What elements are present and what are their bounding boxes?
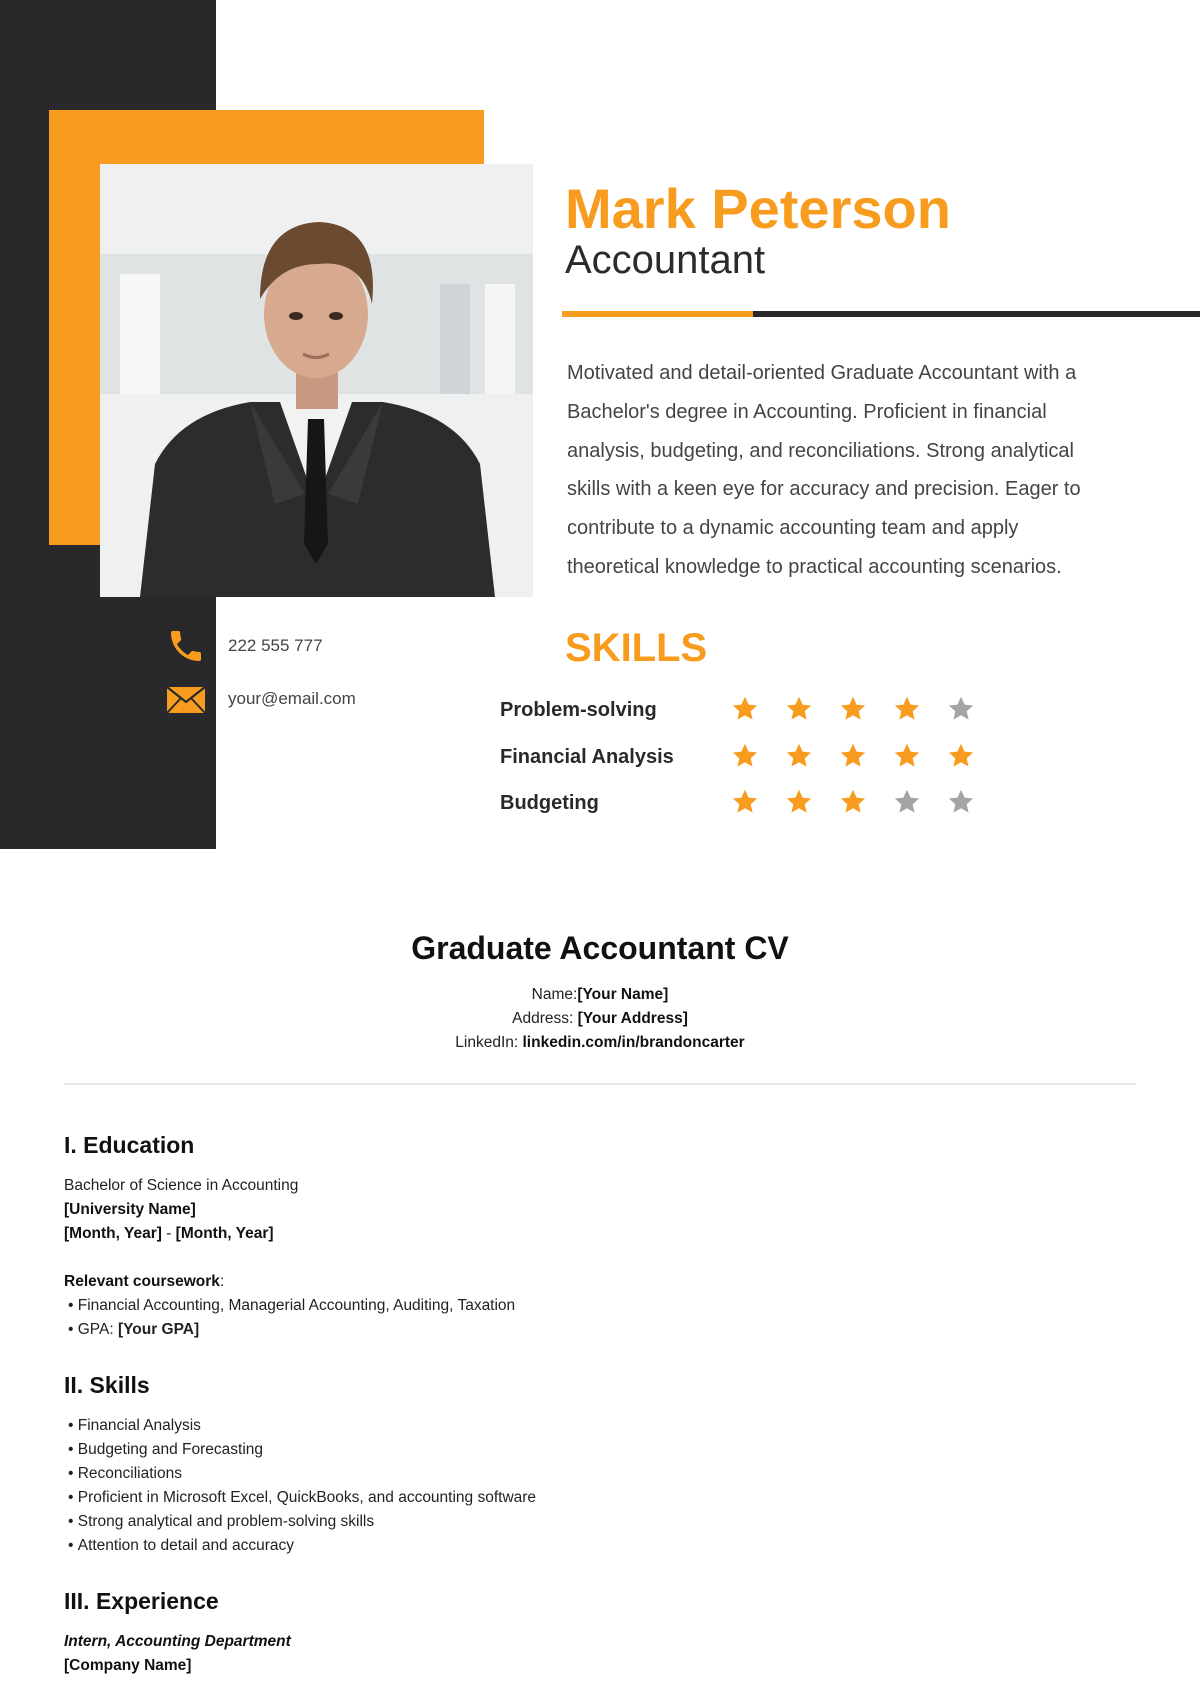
skill-rating bbox=[731, 788, 975, 816]
star-filled-icon bbox=[947, 742, 975, 770]
skill-label: Problem-solving bbox=[500, 699, 657, 721]
education-dates bbox=[64, 1222, 1136, 1246]
profile-photo bbox=[100, 164, 533, 597]
gpa-value: [Your GPA] bbox=[117, 1321, 200, 1338]
experience-role: Intern, Accounting Department bbox=[64, 1633, 291, 1650]
cv-skill-item: • Reconciliations bbox=[68, 1462, 1136, 1486]
profile-photo-illustration bbox=[100, 164, 533, 597]
experience-company: [Company Name] bbox=[64, 1657, 192, 1674]
coursework-colon: : bbox=[219, 1273, 225, 1290]
cv-divider bbox=[64, 1083, 1136, 1085]
education-start: [Month, Year] bbox=[64, 1225, 162, 1242]
experience-heading: III. Experience bbox=[64, 1588, 219, 1614]
star-filled-icon bbox=[731, 788, 759, 816]
cv-document bbox=[64, 930, 1136, 1678]
star-filled-icon bbox=[839, 695, 867, 723]
divider-accent bbox=[562, 311, 753, 317]
cv-skills-heading: II. Skills bbox=[64, 1372, 150, 1398]
star-empty-icon bbox=[893, 788, 921, 816]
cv-skill-item: • Attention to detail and accuracy bbox=[68, 1534, 1136, 1558]
cv-linkedin-line bbox=[64, 1031, 1136, 1055]
email-icon bbox=[166, 680, 206, 720]
experience-details bbox=[64, 1630, 1136, 1678]
education-university: [University Name] bbox=[64, 1201, 196, 1218]
cv-skill-item: • Financial Analysis bbox=[68, 1414, 1136, 1438]
skill-label: Financial Analysis bbox=[500, 746, 674, 768]
coursework-courses: • Financial Accounting, Managerial Accounting, Auditing, Taxation bbox=[68, 1294, 1136, 1318]
contact-phone: 222 555 777 bbox=[228, 636, 323, 655]
star-filled-icon bbox=[785, 788, 813, 816]
star-filled-icon bbox=[893, 742, 921, 770]
star-filled-icon bbox=[839, 788, 867, 816]
education-date-dash: - bbox=[161, 1225, 176, 1242]
coursework-label: Relevant coursework bbox=[64, 1273, 220, 1290]
education-details bbox=[64, 1174, 1136, 1294]
cv-name-value: [Your Name] bbox=[577, 986, 669, 1003]
skill-label: Budgeting bbox=[500, 792, 599, 814]
cv-personal-info bbox=[64, 983, 1136, 1055]
contact-email: your@email.com bbox=[228, 689, 356, 708]
cv-address-label: Address: bbox=[512, 1010, 578, 1027]
star-empty-icon bbox=[947, 695, 975, 723]
skill-rating bbox=[731, 695, 975, 723]
cv-address-line bbox=[64, 1007, 1136, 1031]
education-degree: Bachelor of Science in Accounting bbox=[64, 1177, 299, 1194]
cv-title: Graduate Accountant CV bbox=[411, 930, 789, 966]
cv-address-value: [Your Address] bbox=[577, 1010, 688, 1027]
cv-name-label: Name: bbox=[531, 986, 578, 1003]
coursework-line bbox=[64, 1270, 1136, 1294]
profile-name: Mark Peterson bbox=[565, 177, 951, 240]
cv-name-line bbox=[64, 983, 1136, 1007]
cv-skill-item: • Proficient in Microsoft Excel, QuickBooks, and accounting software bbox=[68, 1486, 1136, 1510]
star-filled-icon bbox=[839, 742, 867, 770]
profile-summary: Motivated and detail-oriented Graduate Accountant with a Bachelor's degree in Accounting. Proficient in financial analysis, budgeting, and reconciliations. Strong analytical skills with a keen eye for accuracy and precision. Eager to contribute to a dynamic accounting team and apply theoretical knowledge to practical accounting scenarios. bbox=[567, 362, 1081, 578]
cv-skill-item: • Budgeting and Forecasting bbox=[68, 1438, 1136, 1462]
phone-icon bbox=[166, 626, 206, 666]
skills-heading: SKILLS bbox=[565, 626, 708, 670]
cv-linkedin-link[interactable]: linkedin.com/in/brandoncarter bbox=[522, 1034, 745, 1051]
cv-skill-item: • Strong analytical and problem-solving skills bbox=[68, 1510, 1136, 1534]
coursework-list bbox=[64, 1294, 1136, 1342]
profile-job-title: Accountant bbox=[565, 238, 766, 282]
star-empty-icon bbox=[947, 788, 975, 816]
skill-rating bbox=[731, 742, 975, 770]
star-filled-icon bbox=[785, 695, 813, 723]
education-end: [Month, Year] bbox=[175, 1225, 274, 1242]
star-filled-icon bbox=[731, 695, 759, 723]
education-heading: I. Education bbox=[64, 1132, 195, 1158]
cv-skills-list bbox=[64, 1414, 1136, 1558]
gpa-label: GPA: bbox=[77, 1321, 118, 1338]
divider-dark bbox=[753, 311, 1200, 317]
star-filled-icon bbox=[785, 742, 813, 770]
star-filled-icon bbox=[893, 695, 921, 723]
coursework-gpa bbox=[68, 1318, 1136, 1342]
cv-linkedin-label: LinkedIn: bbox=[455, 1034, 523, 1051]
star-filled-icon bbox=[731, 742, 759, 770]
